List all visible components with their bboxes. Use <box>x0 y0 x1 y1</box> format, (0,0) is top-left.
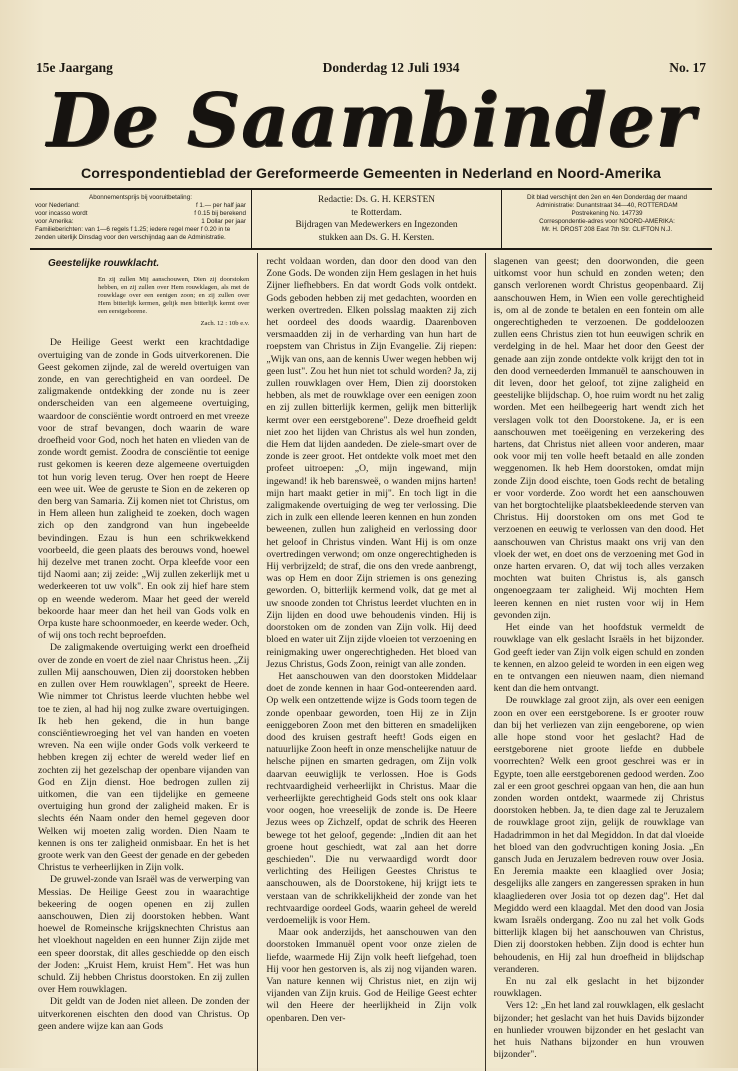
subscription-info <box>30 190 252 248</box>
header-line <box>30 60 712 76</box>
masthead-title: De Saambinder <box>46 78 696 164</box>
paragraph: De rouwklage zal groot zijn, als over een eenigen zoon en over een eerstgeborene. Is er grooter rouw dan bij het verliezen van zijn eengeborene, op wien alle hope stond voor het geslacht? Had de eerstgeborene niet groote liefde en dubbele voorrechten? Welk een groot geschrei was er in Egypte, toen alle eerstgeborenen gedood werden. Zoo zal er een groot geschrei opgaan van hen, die aan hun zonden worden ontdekt, waarmede zij Christus doorstoken hebben. Ja, te dien dage zal te Jeruzalem de rouwklage groot zijn, gelijk de rouwklage van Hadadrimmon in het dal Megiddon. In dat dal vloeide het bloed van den godvruchtigen koning Josia. „En gansch Juda en Jeruzalem bedreven rouw over Josia. En Jeremia maakte een klaaglied over Josia; desgelijks alle zangers en zangeressen spraken in hun klaagliederen over Josia tot op dezen dag". Het dal Megiddo werd een klaagdal. Met den dood van Josia kwam Israëls ondergang. Zoo nu zal het volk Gods bitterlijk klagen bij het aanschouwen van Christus, Dien zij doorstoken hebben. Zijn dood is echter hun behoudenis, en Hij zal hun droefheid in blijdschap veranderen. <box>493 695 704 975</box>
paragraph: Maar ook anderzijds, het aanschouwen van den doorstoken Immanuël opent voor onze zielen de liefde, waarmede Hij Zijn volk heeft liefgehad, toen Hij voor hen gestorven is, als zij nog vijanden waren. Van nature kennen wij Christus niet, en zijn wij vijanden van Zijn kruis. God de Heilige Geest echter wil den Heere der heerlijkheid in Zijn volk openbaren. Den ver- <box>266 927 477 1024</box>
family-notices-info: Familieberichten: van 1—6 regels f 1.25; iedere regel meer f 0.20 in te zenden uiterlijk Dinsdag voor den verschijndag aan de Administratie. <box>35 226 231 241</box>
date: Donderdag 12 Juli 1934 <box>322 60 460 75</box>
paragraph: slagenen van geest; den doorwonden, die geen uitkomst voor hun schuld en zonden weten; den gansch verlorenen wordt Christus geopenbaard. Zij aanschouwen Hem, in Wien een volle gerechtigheid is, om al de zonde te betalen en een fontein om alle ongerechtigheden te verzoenen. De goddeloozen zullen eens Christus zien tot hun eeuwigen schrik en verdelging in de hel. Maar het door den Geest der genade aan zijn zonde ontdekte volk krijgt den tot in den dood verneederden Immanuël te aanschouwen in dit leven, door het geloof, tot zijne zaligheid en geestelijke blijdschap. O, hoe ruim wordt nu het zalig worden. Met een heilbegeerig hart wendt zich het verslagen volk tot den Doorstokene. Ja, er is een aanschouwen met toeëigening en verzekering des hartens, dat Christus niet alleen voor anderen, maar ook voor mij ten volle heeft betaald en alle zonden weggenomen. Ik heb Hem doorstoken, omdat mijn zonde Zijn dood eischte, toen Gods recht de betaling er voor vorderde. Zoo wordt het een aanschouwen van het borgtochtelijke plaatsbekleedende sterven van Christus. Hij doorstoken om ons met God te verzoenen en eeuwig te verlossen van den dood. Het aanschouwen van Christus maakt ons vrij van den vloek der wet, en doet ons de verzoening met God in onze harten ervaren. O, dat wij toch alles verzaken mochten wat buiten Christus is, als gansch ongenoegzaam ter zaligheid. Wij mochten Hem leeren kennen en niet rusten voor wij in Hem gevonden zijn. <box>493 256 704 621</box>
paragraph: De gruwel-zonde van Israël was de verwerping van Messias. De Heilige Geest zou in waarachtige bekeering de oogen openen en zij zullen aanschouwen, Dien zij doorstoken hebben. Want hoewel de Romeinsche krijgsknechten Christus aan het vloekhout nagelden en een hunner Zijn zijde met een speer doorstak, dit alles geschiedde op den eisch der Joden: „Kruist Hem, kruist Hem". Het was hun schuld. Zij hebben Christus doorstoken. En zij zullen over Hem rouwklagen. <box>38 874 250 996</box>
column-2 <box>257 253 484 1071</box>
subscription-row: voor Nederland: f 1.— per half jaar <box>35 202 246 209</box>
article-title: Geestelijke rouwklacht. <box>48 258 160 269</box>
issue-number: No. 17 <box>669 60 706 75</box>
paragraph: En nu zal elk geslacht in het bijzonder rouwklagen. <box>493 975 704 1000</box>
volume: 15e Jaargang <box>36 60 113 75</box>
article-columns <box>30 253 712 1071</box>
paragraph: Het einde van het hoofdstuk vermeldt de rouwklage van elk geslacht Israëls in het bijzonder. God geeft ieder van Zijn volk eigen schuld en zonden te kennen, en alzoo geleid te worden in een eigen weg en te ontvangen een nieuwen naam, dien niemand kent dan die hem ontvangt. <box>493 622 704 695</box>
paragraph: Het aanschouwen van den doorstoken Middelaar doet de zonde kennen in haar God-onteerenden aard. Op welk een ontzettende wijze is Gods toorn tegen de zonde openbaar geworden, toen Hij ze in Zijn eeniggeboren Zoon met den bitteren en smadelijken dood des kruisen gestraft heeft! Gods eigen en natuurlijke Zoon heeft in onze menschelijke natuur de helsche pijnen en smarten gedragen, om Zijn volk daarvan eeuwiglijk te verlossen. Hoe is Gods rechtvaardigheid verheerlijkt in Christus. Maar die verheerlijkte gerechtigheid Gods stelt ons ook klaar voor oogen, hoe vreeselijk de zonde is. De Heere Jezus wees op Zichzelf, opdat de schrik des Heeren bewege tot het geloof, gegende: „Indien dit aan het groene hout geschiedt, wat zal aan het dorre geschieden". Die nu verwaardigd wordt door verlichting des Heiligen Geestes Christus te aanschouwen, als de Doorstokene, hij krijgt iets te verstaan van de schrikkelijkheid der zonde van het rechtvaardige oordeel Gods, waarin geheel de wereld verdoemelijk is voor Hem. <box>266 670 477 926</box>
paragraph: recht voldaan worden, dan door den dood van den Zone Gods. De wonden zijn Hem geslagen in het huis Zijner liefhebbers. En dat wordt Gods volk ontdekt. Gods geboden hebben zij met gedachten, woorden en werken overtreden. Elken polsslag maakten zij zich het oordeel des doods waardig. Daarenboven versmaadden zij in de verharding van hun hart de roepstem van Christus in Zijn Evangelie. Zij riepen: „Wijk van ons, aan de kennis Uwer wegen hebben wij geen lust". Zou het hun niet tot schuld worden? Ja, zij zullen rouwklagen over Hem, Dien zij doorstoken hebben, als met de rouwklage over een eenigen zoon en zij zullen bitterlijk kermen, gelijk men bitterlijk kermt over een eerstgeborene". Deze droefheid geldt niet zoo het lijden van Christus als wel hun zonden, die Hem dat lijden aandeden. De ziele-smart over de zonde is zeer groot. Het ontdekte volk moet met den profeet uitroepen: „O, mijn ingewand, mijn ingewand! ik heb barensweë, o wanden mijns harten! mijn hart maakt getier in mij". En toch ligt in die zaligmakende overtuiging de weg ter verlossing. Die zich in zulk een ellende leeren kennen en hun zonden beweenen, zullen hun zaligheid en verlossing door het geloof in Christus vinden. Want Hij is om onze overtredingen verwond; om onze ongerechtigheden is Hij verbrijzeld; de straf, die ons den vrede aanbrengt, was op Hem en door Zijn striemen is ons genezing geworden. O, bitterlijk kermend volk, dat ge met al uw snoode zonden tot Christus leerdet vluchten en in Zijn lijden en dood uwe behoudenis vinden. Hij is doorstoken om de zonden van Zijn volk. Hij deed bloed en water uit Zijn zijde vloeien tot verzoening en reinigmaking uwer ongerechtigheden. Het bloed van Jezus Christus, Gods Zoon, reinigt van alle zonden. <box>266 256 477 670</box>
paragraph: De Heilige Geest werkt een krachtdadige overtuiging van de zonde in Gods uitverkorenen. Die Geest gekomen zijnde, zal de wereld overtuigen van zonde, en van gerechtigheid en van oordeel. De zaligmakende ontdekking der zonde nu is zeer onderscheiden van een algemeene overtuiging, waardoor de consciëntie wordt ontroerd en met vreeze voor de straf bevangen, doch waarin de ware droefheid voor God, noch het haten en vlieden van de zonde wordt gemist. Zoodra de consciëntie tot eenige rust gekomen is keeren deze algemeene overtuigden tot hun vorig leven terug. Over hen roept de Heere een wee uit. Wee de geruste te Sion en de zekeren op den berg van Samaria. Zij komen niet tot Christus, om in Hem alleen hun zaligheid te zoeken, doch wagen zich op den zandgrond van hun ingebeelde bevindingen. Ezau is hun een schrikwekkend voorbeeld, die geen plaats des berouws vond, hoewel hij dezelve met tranen zocht. Orpa kleefde voor een tijd Naomi aan; zij zeide: „Wij zullen zekerlijk met u wederkeeren tot uw volk". En ook zij hief hare stem op en weende wederom. Maar het geed der wereld bekoorde haar meer dan het heil van Gods volk en Orpa kuste hare schoonmoeder, en keerde weder. Och, of wij ons toch recht beproefden. <box>38 337 250 642</box>
paragraph: De zaligmakende overtuiging werkt een droefheid over de zonde en voert de ziel naar Christus heen. „Zij zullen Mij aanschouwen, Dien zij doorstoken hebben en zullen over Hem rouwklagen", spreekt de Heere. Wie nimmer tot Christus leerde vluchten hebbe wel toe te zien, al had hij nog zulke zware overtuigingen. Ik heb hen gekend, die in hun bange consciëntiewroeging het vel van handen en voeten wreven. Na een wijle onder Gods volk verkeerd te hebben kregen zij echter de wereld weder lief en zochten zij het gezelschap der openbare vijanden van God en Zijn dienst. Hoe bedrogen zullen zij uitkomen, die van een tijdelijke en gemeene overtuiging hun grond der zaligheid maken. Er is slechts één Naam onder den hemel gegeven door Welken wij moeten zalig worden. Dien Naam te kennen is ons ter zaligheid onmisbaar. En het is het groote werk van den Geest der genade en der gebeden Christus te verheerlijken in Zijn volk. <box>38 642 250 874</box>
subscription-row: voor Amerika: 1 Dollar per jaar <box>35 218 246 225</box>
subscription-title: Abonnementsprijs bij vooruitbetaling: <box>89 194 192 201</box>
article-motto: En zij zullen Mij aanschouwen, Dien zij doorstoken hebben, en zij zullen over Hem rouwklagen, als met de rouwklage over een eenigen zoon; en zij zullen over Hem bitterlijk kermen, gelijk men bitterlijk kermt over een eerstgeborene. <box>98 276 250 316</box>
subscription-row: voor incasso wordt f 0.15 bij berekend <box>35 210 246 217</box>
column-3 <box>485 253 712 1071</box>
paragraph: Vers 12: „En het land zal rouwklagen, elk geslacht bijzonder; het geslacht van het huis Davids bijzonder en hunlieder vrouwen bijzonder en het geslacht van het huis Nathans bijzonder en hun vrouwen bijzonder". <box>493 1000 704 1061</box>
column-1 <box>30 253 257 1071</box>
info-bar <box>30 188 712 250</box>
editorial-info: Redactie: Ds. G. H. KERSTEN te Rotterdam. Bijdragen van Medewerkers en Ingezonden stukken aan Ds. G. H. Kersten. <box>252 190 502 248</box>
administration-info: Dit blad verschijnt den 2en en 4en Donderdag der maand Administratie: Dunantstraat 34—40, ROTTERDAM Postrekening No. 147739 Correspondentie-adres voor NOORD-AMERIKA: Mr. H. DROST 208 East 7th Str. CLIFTON N.J. <box>527 194 687 233</box>
motto-reference: Zach. 12 : 10b e.v. <box>200 320 250 328</box>
masthead-subtitle: Correspondentieblad der Gereformeerde Gemeenten in Nederland en Noord-Amerika <box>80 166 662 182</box>
paragraph: Dit geldt van de Joden niet alleen. De zonden der uitverkorenen eischten den dood van Christus. Op geen andere wijze kan aan Gods <box>38 996 250 1032</box>
